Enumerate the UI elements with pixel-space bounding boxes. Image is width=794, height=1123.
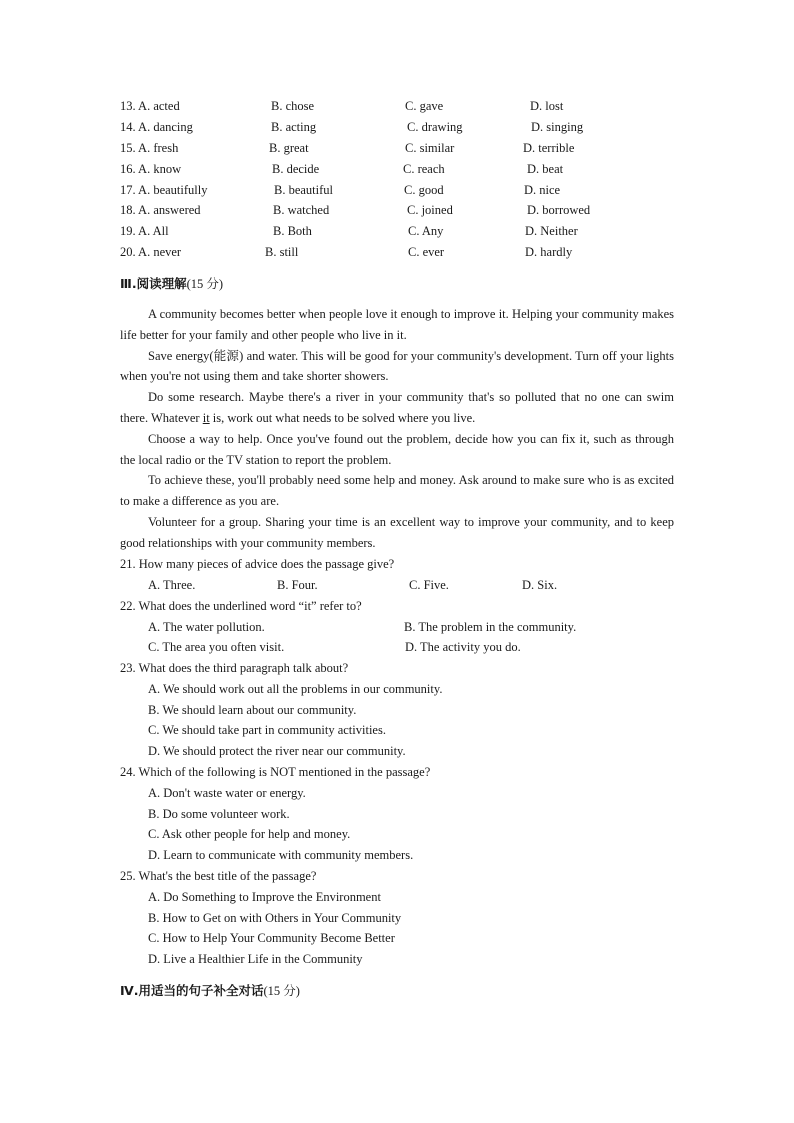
option-a: 15. A. fresh: [120, 141, 179, 155]
paragraph-1: A community becomes better when people love it enough to improve it. Helping your community makes life better for your family and other people who live in it.: [120, 307, 674, 342]
option-c: C. ever: [408, 245, 445, 259]
question-22: 22. What does the underlined word “it” refer to?: [120, 599, 362, 613]
option-b: B. watched: [273, 203, 330, 217]
question-21: 21. How many pieces of advice does the passage give?: [120, 557, 395, 571]
option-c: C. good: [404, 183, 444, 197]
question-25: 25. What's the best title of the passage?: [120, 869, 317, 883]
question-23: 23. What does the third paragraph talk about?: [120, 661, 349, 675]
option-d: D. terrible: [523, 141, 575, 155]
paragraph-3-text-end: is, work out what needs to be solved where you live.: [209, 410, 476, 425]
underlined-word: it: [202, 410, 210, 425]
paragraph-5: To achieve these, you'll probably need some help and money. Ask around to make sure who is as excited to make a difference as you are.: [120, 473, 674, 509]
q24-option-c: C. Ask other people for help and money.: [148, 827, 351, 841]
section-3-points: (15 分): [186, 277, 224, 291]
q22-option-a: A. The water pollution.: [148, 620, 265, 634]
option-b: B. decide: [272, 162, 320, 176]
q23-option-b: B. We should learn about our community.: [148, 703, 357, 717]
paragraph-6: Volunteer for a group. Sharing your time is an excellent way to improve your community, and to keep good relationships with your community members.: [120, 514, 674, 550]
q23-option-c: C. We should take part in community activities.: [148, 723, 386, 737]
section-4-heading: [120, 981, 300, 1001]
option-d: D. singing: [531, 120, 584, 134]
q21-option-c: C. Five.: [409, 578, 449, 592]
option-b: B. chose: [271, 99, 315, 113]
option-a: 18. A. answered: [120, 203, 201, 217]
option-b: B. acting: [271, 120, 317, 134]
q25-option-d: D. Live a Healthier Life in the Community: [148, 952, 363, 966]
section-3-title: Ⅲ.阅读理解: [120, 276, 187, 291]
q22-option-d: D. The activity you do.: [405, 640, 521, 654]
section-3-heading: [120, 274, 223, 294]
q24-option-a: A. Don't waste water or energy.: [148, 786, 306, 800]
section-4-title: Ⅳ.用适当的句子补全对话: [120, 983, 264, 998]
option-b: B. beautiful: [274, 183, 334, 197]
q21-option-b: B. Four.: [277, 578, 318, 592]
option-b: B. Both: [273, 224, 312, 238]
q25-option-b: B. How to Get on with Others in Your Community: [148, 911, 402, 925]
option-c: C. similar: [405, 141, 455, 155]
q22-option-b: B. The problem in the community.: [404, 620, 577, 634]
reading-passage: [120, 304, 674, 554]
option-a: 14. A. dancing: [120, 120, 193, 134]
q21-option-a: A. Three.: [148, 578, 196, 592]
paragraph-2: Save energy(能源) and water. This will be good for your community's development. Turn off your lights when you're not using them and take shorter showers.: [120, 348, 674, 384]
option-a: 13. A. acted: [120, 99, 180, 113]
option-d: D. lost: [530, 99, 564, 113]
option-d: D. beat: [527, 162, 564, 176]
q23-option-a: A. We should work out all the problems in our community.: [148, 682, 443, 696]
option-d: D. hardly: [525, 245, 573, 259]
option-c: C. reach: [403, 162, 445, 176]
q25-option-a: A. Do Something to Improve the Environment: [148, 890, 381, 904]
q24-option-b: B. Do some volunteer work.: [148, 807, 290, 821]
q25-option-c: C. How to Help Your Community Become Better: [148, 931, 395, 945]
question-24: 24. Which of the following is NOT mentioned in the passage?: [120, 765, 431, 779]
option-a: 16. A. know: [120, 162, 182, 176]
q24-option-d: D. Learn to communicate with community members.: [148, 848, 414, 862]
option-a: 20. A. never: [120, 245, 182, 259]
section-4-points: (15 分): [263, 984, 300, 998]
q22-option-c: C. The area you often visit.: [148, 640, 285, 654]
option-b: B. great: [269, 141, 309, 155]
option-d: D. Neither: [525, 224, 578, 238]
option-c: C. drawing: [407, 120, 463, 134]
option-c: C. joined: [407, 203, 453, 217]
paragraph-4: Choose a way to help. Once you've found out the problem, decide how you can fix it, such as through the local radio or the TV station to report the problem.: [120, 431, 674, 467]
option-b: B. still: [265, 245, 299, 259]
option-d: D. borrowed: [527, 203, 591, 217]
paragraph-3-text: Do some research. Maybe there's a river in your community that's so polluted that no one can swim there. Whatever: [120, 390, 674, 425]
option-c: C. gave: [405, 99, 444, 113]
paragraph-3: [120, 387, 674, 429]
option-d: D. nice: [524, 183, 561, 197]
q23-option-d: D. We should protect the river near our community.: [148, 744, 406, 758]
option-a: 17. A. beautifully: [120, 183, 208, 197]
option-c: C. Any: [408, 224, 444, 238]
option-a: 19. A. All: [120, 224, 169, 238]
q21-option-d: D. Six.: [522, 578, 558, 592]
